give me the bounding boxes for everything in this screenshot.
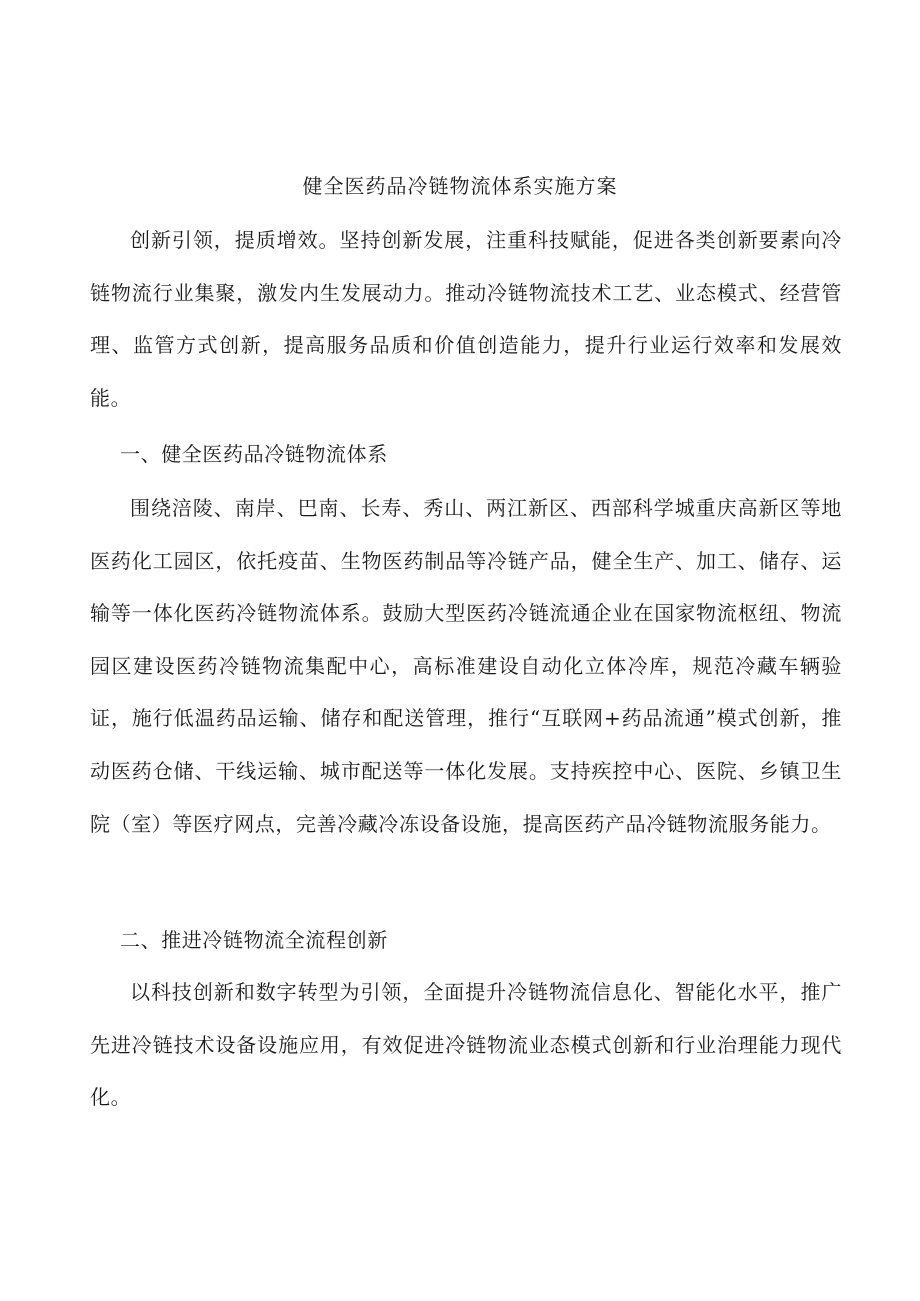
section-heading-2: 二、推进冷链物流全流程创新: [120, 928, 388, 952]
section-body-1: 围绕涪陵、南岸、巴南、长寿、秀山、两江新区、西部科学城重庆高新区等地医药化工园区，依托疫苗、生物医药制品等冷链产品，健全生产、加工、储存、运输等一体化医药冷链物流体系。鼓励大型医药冷链流通企业在国家物流枢纽、物流园区建设医药冷链物流集配中心，高标准建设自动化立体冷库，规范冷藏车辆验证，施行低温药品运输、储存和配送管理，推行“互联网+药品流通”模式创新，推动医药仓储、干线运输、城市配送等一体化发展。支持疾控中心、医院、乡镇卫生院（室）等医疗网点，完善冷藏冷冻设备设施，提高医药产品冷链物流服务能力。: [90, 496, 842, 836]
intro-paragraph: 创新引领，提质增效。坚持创新发展，注重科技赋能，促进各类创新要素向冷链物流行业集聚，激发内生发展动力。推动冷链物流技术工艺、业态模式、经营管理、监管方式创新，提高服务品质和价值创造能力，提升行业运行效率和发展效能。: [90, 228, 842, 410]
section-heading-1: 一、健全医药品冷链物流体系: [120, 442, 388, 466]
document-title: 健全医药品冷链物流体系实施方案: [302, 174, 618, 198]
section-body-2: 以科技创新和数字转型为引领，全面提升冷链物流信息化、智能化水平，推广先进冷链技术设备设施应用，有效促进冷链物流业态模式创新和行业治理能力现代化。: [90, 980, 842, 1110]
